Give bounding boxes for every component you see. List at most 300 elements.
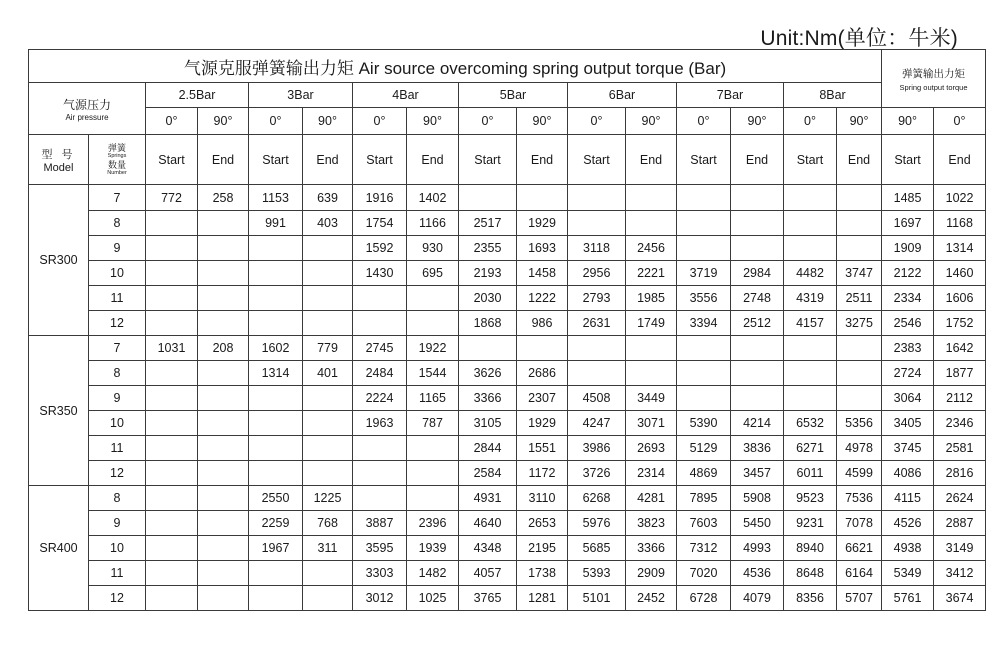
- empty-cell: [459, 336, 517, 361]
- end-header: End: [303, 135, 353, 185]
- torque-value: 1544: [407, 361, 459, 386]
- table-row: [29, 386, 986, 411]
- air-pressure-zh: 气源压力: [62, 97, 111, 112]
- empty-cell: [731, 211, 784, 236]
- empty-cell: [677, 361, 731, 386]
- start-header: Start: [882, 135, 934, 185]
- empty-cell: [146, 386, 198, 411]
- torque-value: 5101: [568, 586, 626, 611]
- torque-value: 2844: [459, 436, 517, 461]
- springs-cell: 8: [89, 361, 146, 386]
- torque-value: 3149: [934, 536, 986, 561]
- empty-cell: [249, 436, 303, 461]
- torque-value: 5908: [731, 486, 784, 511]
- empty-cell: [568, 211, 626, 236]
- torque-value: 2259: [249, 511, 303, 536]
- air-pressure-header: [29, 83, 146, 135]
- torque-value: 2484: [353, 361, 407, 386]
- start-header: Start: [146, 135, 198, 185]
- torque-value: 8356: [784, 586, 837, 611]
- torque-value: 4086: [882, 461, 934, 486]
- torque-value: 1749: [626, 311, 677, 336]
- empty-cell: [353, 461, 407, 486]
- table-row: [29, 286, 986, 311]
- empty-cell: [198, 586, 249, 611]
- torque-value: 4978: [837, 436, 882, 461]
- empty-cell: [198, 486, 249, 511]
- torque-value: 7895: [677, 486, 731, 511]
- table-row: [29, 586, 986, 611]
- torque-value: 2745: [353, 336, 407, 361]
- torque-value: 639: [303, 185, 353, 211]
- torque-value: 2956: [568, 261, 626, 286]
- empty-cell: [626, 336, 677, 361]
- table-row: [29, 561, 986, 586]
- table-row: [29, 511, 986, 536]
- table-row: [29, 311, 986, 336]
- spring-output-torque-zh: 弹簧输出力矩: [902, 67, 966, 80]
- empty-cell: [198, 436, 249, 461]
- empty-cell: [146, 236, 198, 261]
- torque-value: 2984: [731, 261, 784, 286]
- torque-value: 9231: [784, 511, 837, 536]
- angle-header: 90°: [517, 108, 568, 135]
- torque-value: 2793: [568, 286, 626, 311]
- table-row: [29, 185, 986, 211]
- angle-header: 0°: [677, 108, 731, 135]
- empty-cell: [303, 461, 353, 486]
- empty-cell: [146, 486, 198, 511]
- torque-value: 1281: [517, 586, 568, 611]
- torque-value: 208: [198, 336, 249, 361]
- pressure-header: 6Bar: [568, 83, 677, 108]
- torque-value: 991: [249, 211, 303, 236]
- torque-value: 4599: [837, 461, 882, 486]
- torque-value: 779: [303, 336, 353, 361]
- torque-value: 6271: [784, 436, 837, 461]
- empty-cell: [146, 311, 198, 336]
- pressure-row: [29, 83, 986, 108]
- torque-value: 2581: [934, 436, 986, 461]
- springs-cell: 9: [89, 386, 146, 411]
- empty-cell: [249, 586, 303, 611]
- torque-value: 2452: [626, 586, 677, 611]
- torque-value: 1592: [353, 236, 407, 261]
- empty-cell: [407, 286, 459, 311]
- torque-value: 1551: [517, 436, 568, 461]
- torque-value: 7020: [677, 561, 731, 586]
- torque-value: 695: [407, 261, 459, 286]
- torque-value: 1153: [249, 185, 303, 211]
- angle-header: 90°: [882, 108, 934, 135]
- torque-value: 3674: [934, 586, 986, 611]
- empty-cell: [837, 236, 882, 261]
- pressure-header: 7Bar: [677, 83, 784, 108]
- empty-cell: [198, 261, 249, 286]
- springs-cell: 8: [89, 211, 146, 236]
- torque-value: 1031: [146, 336, 198, 361]
- empty-cell: [568, 361, 626, 386]
- torque-value: 1642: [934, 336, 986, 361]
- torque-value: 3556: [677, 286, 731, 311]
- torque-value: 5349: [882, 561, 934, 586]
- empty-cell: [837, 361, 882, 386]
- start-header: Start: [249, 135, 303, 185]
- torque-value: 4079: [731, 586, 784, 611]
- empty-cell: [303, 286, 353, 311]
- torque-value: 5390: [677, 411, 731, 436]
- empty-cell: [303, 436, 353, 461]
- torque-value: 2653: [517, 511, 568, 536]
- torque-value: 2584: [459, 461, 517, 486]
- torque-value: 3626: [459, 361, 517, 386]
- torque-value: 4115: [882, 486, 934, 511]
- empty-cell: [459, 185, 517, 211]
- torque-value: 2724: [882, 361, 934, 386]
- torque-value: 5393: [568, 561, 626, 586]
- torque-value: 5685: [568, 536, 626, 561]
- empty-cell: [146, 286, 198, 311]
- table-row: [29, 536, 986, 561]
- end-header: End: [731, 135, 784, 185]
- empty-cell: [146, 461, 198, 486]
- torque-value: 1909: [882, 236, 934, 261]
- torque-value: 6164: [837, 561, 882, 586]
- torque-value: 1868: [459, 311, 517, 336]
- torque-value: 1482: [407, 561, 459, 586]
- torque-value: 2546: [882, 311, 934, 336]
- springs-cell: 11: [89, 286, 146, 311]
- torque-value: 7312: [677, 536, 731, 561]
- empty-cell: [407, 486, 459, 511]
- springs-cell: 9: [89, 511, 146, 536]
- torque-value: 1985: [626, 286, 677, 311]
- torque-value: 2624: [934, 486, 986, 511]
- torque-value: 1752: [934, 311, 986, 336]
- empty-cell: [731, 336, 784, 361]
- empty-cell: [407, 311, 459, 336]
- empty-cell: [198, 286, 249, 311]
- empty-cell: [303, 561, 353, 586]
- empty-cell: [198, 411, 249, 436]
- empty-cell: [407, 461, 459, 486]
- torque-value: 4526: [882, 511, 934, 536]
- torque-value: 2748: [731, 286, 784, 311]
- torque-value: 1929: [517, 411, 568, 436]
- torque-value: 2122: [882, 261, 934, 286]
- end-header: End: [198, 135, 249, 185]
- end-header: End: [407, 135, 459, 185]
- empty-cell: [249, 461, 303, 486]
- springs-cell: 10: [89, 536, 146, 561]
- empty-cell: [626, 185, 677, 211]
- spring-output-torque-en: Spring output torque: [899, 82, 968, 92]
- torque-value: 7536: [837, 486, 882, 511]
- empty-cell: [249, 386, 303, 411]
- torque-value: 2307: [517, 386, 568, 411]
- empty-cell: [731, 386, 784, 411]
- empty-cell: [146, 211, 198, 236]
- springs-cell: 9: [89, 236, 146, 261]
- torque-value: 1168: [934, 211, 986, 236]
- torque-value: 3110: [517, 486, 568, 511]
- springs-header-zh: 弹簧: [107, 142, 126, 153]
- table-row: [29, 261, 986, 286]
- torque-value: 2517: [459, 211, 517, 236]
- table-row: [29, 486, 986, 511]
- empty-cell: [303, 261, 353, 286]
- empty-cell: [407, 436, 459, 461]
- pressure-header: 4Bar: [353, 83, 459, 108]
- torque-value: 3887: [353, 511, 407, 536]
- torque-value: 5356: [837, 411, 882, 436]
- torque-value: 5707: [837, 586, 882, 611]
- torque-value: 5129: [677, 436, 731, 461]
- empty-cell: [146, 536, 198, 561]
- empty-cell: [837, 386, 882, 411]
- start-end-row: [29, 135, 986, 185]
- springs-cell: 8: [89, 486, 146, 511]
- empty-cell: [198, 536, 249, 561]
- unit-label: Unit:Nm(单位：牛米): [760, 27, 958, 50]
- empty-cell: [198, 236, 249, 261]
- torque-value: 4931: [459, 486, 517, 511]
- empty-cell: [353, 436, 407, 461]
- model-cell: SR300: [29, 185, 89, 336]
- empty-cell: [198, 311, 249, 336]
- torque-value: 1929: [517, 211, 568, 236]
- model-cell: SR400: [29, 486, 89, 611]
- torque-value: 2224: [353, 386, 407, 411]
- torque-value: 3405: [882, 411, 934, 436]
- torque-value: 3836: [731, 436, 784, 461]
- torque-value: 2686: [517, 361, 568, 386]
- angle-header: 0°: [568, 108, 626, 135]
- pressure-header: 5Bar: [459, 83, 568, 108]
- torque-value: 1222: [517, 286, 568, 311]
- torque-value: 4536: [731, 561, 784, 586]
- torque-value: 5450: [731, 511, 784, 536]
- torque-value: 1939: [407, 536, 459, 561]
- empty-cell: [146, 411, 198, 436]
- table-row: [29, 211, 986, 236]
- torque-value: 4157: [784, 311, 837, 336]
- torque-value: 5976: [568, 511, 626, 536]
- angle-header: 0°: [934, 108, 986, 135]
- empty-cell: [784, 185, 837, 211]
- torque-value: 1225: [303, 486, 353, 511]
- empty-cell: [353, 286, 407, 311]
- torque-value: 1916: [353, 185, 407, 211]
- empty-cell: [198, 511, 249, 536]
- empty-cell: [249, 311, 303, 336]
- torque-value: 1877: [934, 361, 986, 386]
- empty-cell: [303, 586, 353, 611]
- torque-value: 768: [303, 511, 353, 536]
- angle-header: 90°: [407, 108, 459, 135]
- empty-cell: [146, 561, 198, 586]
- torque-value: 1967: [249, 536, 303, 561]
- model-header: [29, 135, 89, 185]
- table-row: [29, 361, 986, 386]
- torque-value: 4057: [459, 561, 517, 586]
- empty-cell: [784, 386, 837, 411]
- torque-value: 3064: [882, 386, 934, 411]
- torque-value: 3719: [677, 261, 731, 286]
- torque-value: 2314: [626, 461, 677, 486]
- empty-cell: [784, 361, 837, 386]
- start-header: Start: [784, 135, 837, 185]
- torque-value: 3303: [353, 561, 407, 586]
- torque-value: 6532: [784, 411, 837, 436]
- torque-value: 8940: [784, 536, 837, 561]
- torque-value: 4508: [568, 386, 626, 411]
- empty-cell: [249, 236, 303, 261]
- torque-value: 2346: [934, 411, 986, 436]
- empty-cell: [353, 311, 407, 336]
- empty-cell: [146, 436, 198, 461]
- angle-row: [29, 108, 986, 135]
- empty-cell: [784, 211, 837, 236]
- torque-value: 4281: [626, 486, 677, 511]
- torque-value: 2887: [934, 511, 986, 536]
- table-row: [29, 436, 986, 461]
- torque-value: 772: [146, 185, 198, 211]
- torque-value: 3765: [459, 586, 517, 611]
- torque-value: 1172: [517, 461, 568, 486]
- torque-value: 3275: [837, 311, 882, 336]
- springs-cell: 10: [89, 411, 146, 436]
- torque-value: 3412: [934, 561, 986, 586]
- torque-value: 1485: [882, 185, 934, 211]
- empty-cell: [303, 386, 353, 411]
- angle-header: 90°: [303, 108, 353, 135]
- torque-value: 1402: [407, 185, 459, 211]
- springs-cell: 11: [89, 436, 146, 461]
- empty-cell: [198, 561, 249, 586]
- torque-value: 4869: [677, 461, 731, 486]
- empty-cell: [731, 236, 784, 261]
- empty-cell: [303, 411, 353, 436]
- torque-value: 1022: [934, 185, 986, 211]
- torque-value: 3449: [626, 386, 677, 411]
- model-header-en: Model: [43, 161, 74, 174]
- torque-value: 2396: [407, 511, 459, 536]
- empty-cell: [626, 211, 677, 236]
- empty-cell: [249, 261, 303, 286]
- table-row: [29, 236, 986, 261]
- springs-cell: 12: [89, 586, 146, 611]
- torque-value: 6268: [568, 486, 626, 511]
- empty-cell: [303, 311, 353, 336]
- start-header: Start: [459, 135, 517, 185]
- springs-cell: 7: [89, 185, 146, 211]
- empty-cell: [837, 211, 882, 236]
- torque-value: 311: [303, 536, 353, 561]
- torque-value: 4247: [568, 411, 626, 436]
- empty-cell: [626, 361, 677, 386]
- angle-header: 90°: [626, 108, 677, 135]
- springs-number-header: [89, 135, 146, 185]
- torque-value: 2334: [882, 286, 934, 311]
- empty-cell: [731, 361, 784, 386]
- table-row: [29, 461, 986, 486]
- torque-value: 1025: [407, 586, 459, 611]
- torque-value: 7603: [677, 511, 731, 536]
- end-header: End: [837, 135, 882, 185]
- empty-cell: [784, 236, 837, 261]
- torque-value: 3457: [731, 461, 784, 486]
- empty-cell: [249, 411, 303, 436]
- torque-value: 2195: [517, 536, 568, 561]
- empty-cell: [568, 336, 626, 361]
- torque-value: 930: [407, 236, 459, 261]
- torque-value: 258: [198, 185, 249, 211]
- torque-value: 1165: [407, 386, 459, 411]
- end-header: End: [626, 135, 677, 185]
- torque-value: 1458: [517, 261, 568, 286]
- empty-cell: [568, 185, 626, 211]
- torque-value: 403: [303, 211, 353, 236]
- torque-value: 3012: [353, 586, 407, 611]
- torque-value: 3366: [459, 386, 517, 411]
- torque-value: 2112: [934, 386, 986, 411]
- torque-value: 2193: [459, 261, 517, 286]
- torque-value: 1460: [934, 261, 986, 286]
- torque-value: 2512: [731, 311, 784, 336]
- torque-value: 5761: [882, 586, 934, 611]
- air-pressure-en: Air pressure: [65, 112, 109, 122]
- torque-value: 6011: [784, 461, 837, 486]
- torque-value: 3071: [626, 411, 677, 436]
- torque-value: 3105: [459, 411, 517, 436]
- torque-value: 3595: [353, 536, 407, 561]
- torque-value: 7078: [837, 511, 882, 536]
- empty-cell: [146, 511, 198, 536]
- torque-value: 3986: [568, 436, 626, 461]
- number-header-en: Number: [107, 169, 127, 176]
- angle-header: 0°: [784, 108, 837, 135]
- torque-value: 1754: [353, 211, 407, 236]
- torque-value: 3394: [677, 311, 731, 336]
- torque-value: 1602: [249, 336, 303, 361]
- empty-cell: [517, 185, 568, 211]
- torque-value: 4348: [459, 536, 517, 561]
- empty-cell: [198, 461, 249, 486]
- torque-value: 2693: [626, 436, 677, 461]
- torque-value: 1693: [517, 236, 568, 261]
- torque-value: 2221: [626, 261, 677, 286]
- empty-cell: [731, 185, 784, 211]
- torque-value: 1606: [934, 286, 986, 311]
- pressure-header: 3Bar: [249, 83, 353, 108]
- empty-cell: [837, 336, 882, 361]
- springs-cell: 7: [89, 336, 146, 361]
- torque-value: 1738: [517, 561, 568, 586]
- empty-cell: [677, 336, 731, 361]
- torque-table: [28, 49, 986, 611]
- model-cell: SR350: [29, 336, 89, 486]
- springs-cell: 12: [89, 311, 146, 336]
- torque-value: 6621: [837, 536, 882, 561]
- torque-value: 4993: [731, 536, 784, 561]
- start-header: Start: [353, 135, 407, 185]
- empty-cell: [677, 386, 731, 411]
- empty-cell: [198, 211, 249, 236]
- empty-cell: [198, 361, 249, 386]
- angle-header: 90°: [198, 108, 249, 135]
- torque-value: 2030: [459, 286, 517, 311]
